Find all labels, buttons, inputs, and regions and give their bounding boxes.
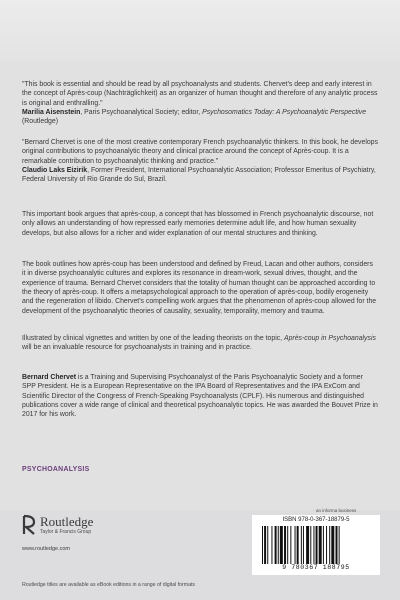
ebook-note: Routledge titles are available as eBook editions in a range of digital formats — [22, 582, 196, 588]
review-2-name: Claudio Laks Eizirik — [22, 166, 88, 174]
review-1-text: "This book is essential and should be read by all psychoanalysts and students. Chervet's deep and early interest in the concept of Après-coup (Nachträglichkeit) as an organizer of human thought and therefore of any analytic process is original and enthralling." — [22, 81, 378, 107]
review-1-affiliation: , Paris Psychoanalytical Society; editor, — [80, 108, 203, 116]
author-bio — [22, 373, 378, 420]
description-paragraph-2: The book outlines how après-coup has been understood and defined by Freud, Lacan and other authors, considers it in diverse psychoanalytic cultures and explores its resonance in dream-work, sexual drives, thought, and the experience of trauma. Bernard Chervet considers that the totality of human thought can be approached according to the theory of après-coup. It offers a metapsychological approach to the operation of après-coup, bodily erogeneity and the regeneration of libido. Chervet's compelling work argues that the phenomenon of après-coup allowed for the development of the psychoanalytic theories of causality, sexuality, temporality, memory and trauma. — [22, 261, 377, 315]
review-1-book: Psychosomatics Today: A Psychoanalytic Perspective — [202, 108, 367, 116]
subject-category: PSYCHOANALYSIS — [22, 466, 90, 473]
publisher-name: Routledge — [40, 514, 94, 529]
review-1-publisher: (Routledge) — [22, 118, 59, 126]
review-quote-2 — [22, 138, 378, 185]
paragraph-3-text: Illustrated by clinical vignettes and written by one of the leading theorists on the topic, — [22, 335, 284, 342]
publisher-group: Taylor & Francis Group — [40, 529, 92, 535]
author-bio-text: is a Training and Supervising Psychoanalyst of the Paris Psychoanalytic Society and a former SPP President. He is a European Representative on the IPA Board of Representatives and the IPA ExCom and Scientific Director of the Congress of French-Speaking Psychoanalysts (CPLF). His numerous and distinguished publications cover a wide range of clinical and theoretical psychoanalytic topics. He was awarded the Bouvet Prize in 2017 for his work. — [22, 374, 378, 419]
barcode-digits: 9 780367 188795 — [282, 564, 350, 571]
isbn-label: ISBN 978-0-367-18879-5 — [282, 517, 350, 523]
author-name: Bernard Chervet — [22, 374, 76, 381]
informa-tagline: an informa business — [316, 508, 357, 513]
book-title: Après-coup in Psychoanalysis — [284, 335, 376, 342]
paragraph-3-tail: will be an invaluable resource for psychoanalysts in training and in practice. — [22, 344, 252, 352]
description-paragraph-3 — [22, 334, 378, 353]
review-2-affiliation: , Former President, International Psychoanalytic Association; Professor Emeritus of Psychiatry, Federal University of Rio Grande do Sul, Brazil. — [22, 166, 376, 184]
barcode-box — [252, 515, 380, 575]
review-2-text: "Bernard Chervet is one of the most creative contemporary French psychoanalytic thinkers. In this book, he develops original contributions to psychoanalytic theory and clinical practice around the concept of Après-coup. It is a remarkable contribution to psychoanalytic thinking and practice." — [22, 139, 378, 165]
description-paragraph-1: This important book argues that après-coup, a concept that has blossomed in French psychoanalytic discourse, not only allows an understanding of how repressed early memories determine adult life, and how human sexuality develops, but also allows for a richer and wider explanation of our mental structures and thinking. — [22, 211, 374, 237]
publisher-logo — [22, 514, 142, 542]
publisher-website[interactable]: www.routledge.com — [22, 546, 70, 552]
routledge-r-icon — [22, 514, 36, 536]
review-quote-1 — [22, 80, 378, 127]
review-1-name: Marilia Aisenstein — [22, 108, 81, 116]
barcode-icon — [262, 526, 372, 564]
top-band — [0, 0, 400, 62]
